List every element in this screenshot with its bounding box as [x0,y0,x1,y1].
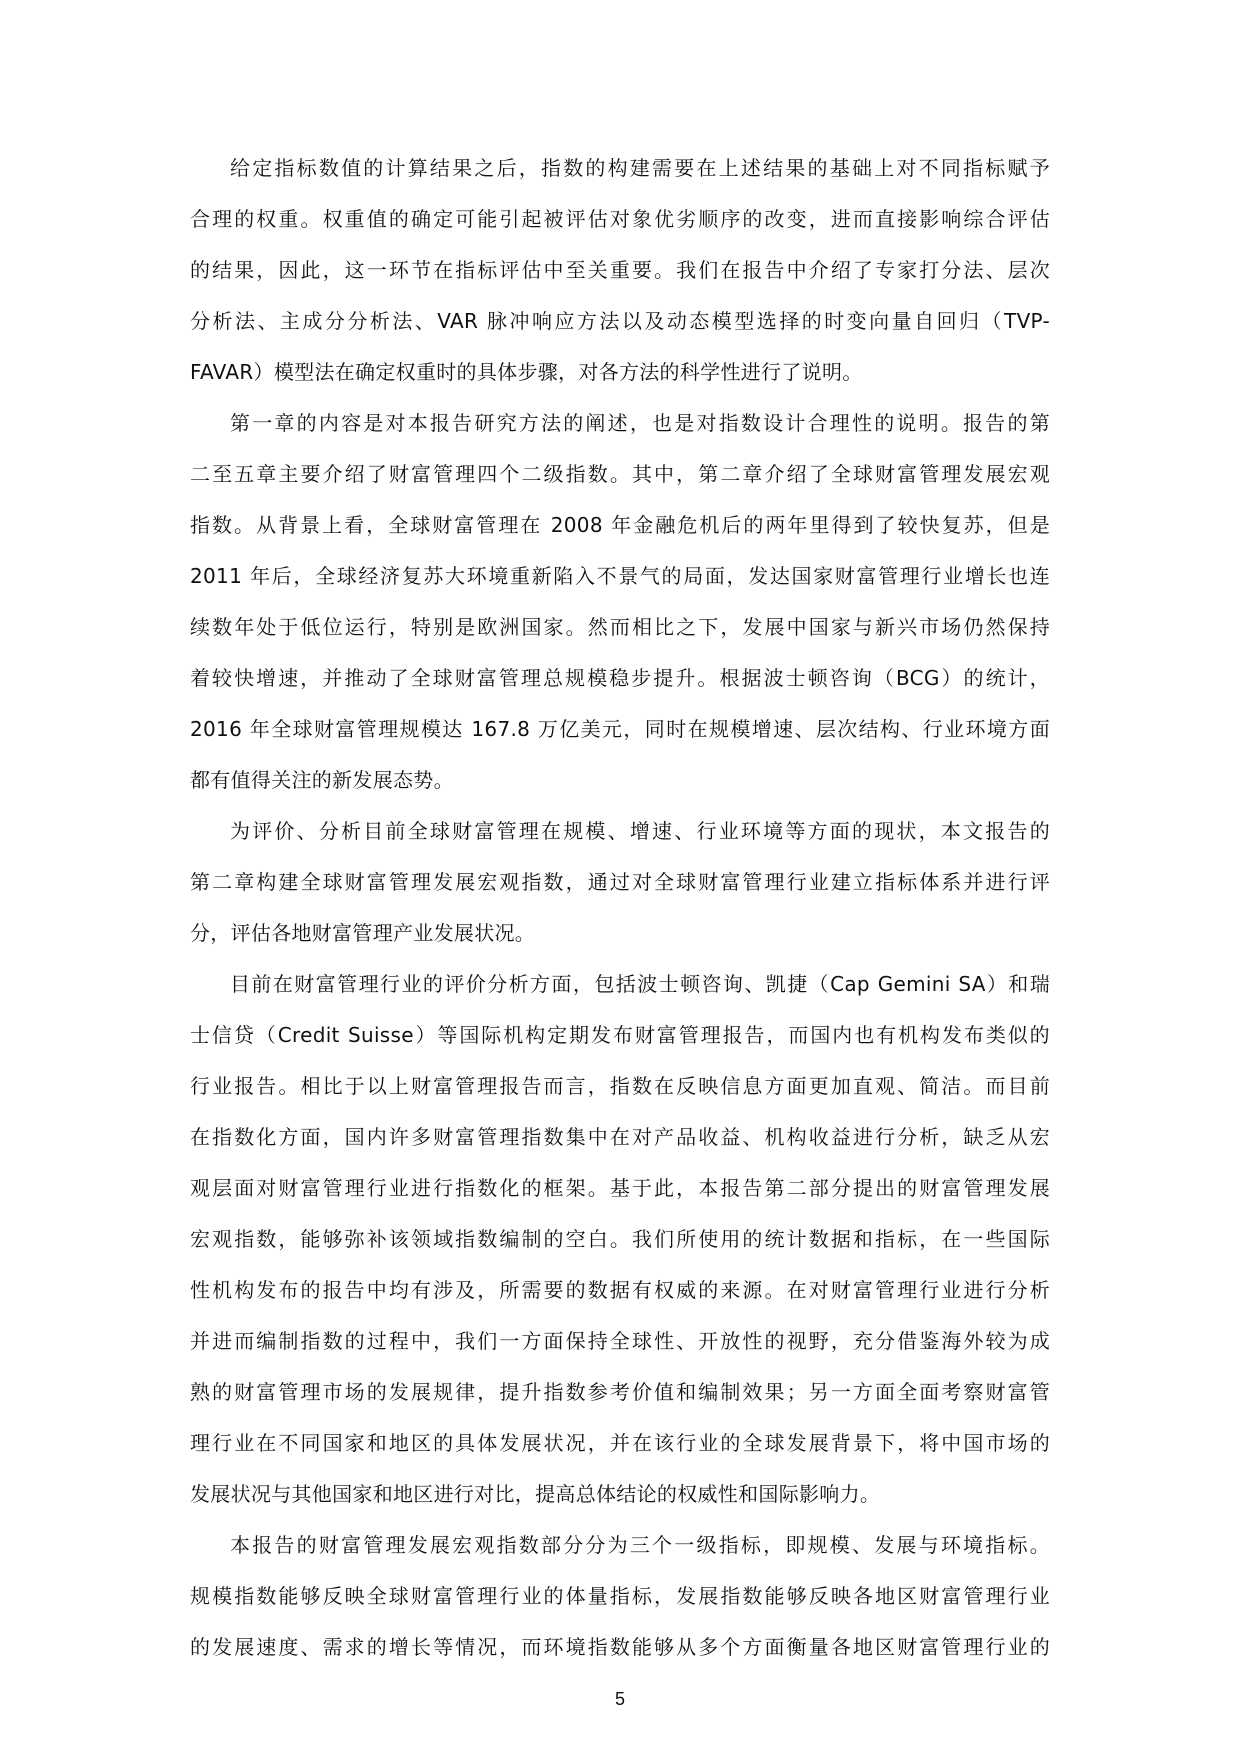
text-line: 本报告的财富管理发展宏观指数部分分为三个一级指标，即规模、发展与环境指标。 [230,1533,1050,1557]
text-line: 2011 年后，全球经济复苏大环境重新陷入不景气的局面，发达国家财富管理行业增长也连 [190,564,1050,588]
text-line: 指数。从背景上看，全球财富管理在 2008 年金融危机后的两年里得到了较快复苏，但是 [190,513,1050,537]
paragraph-3 [190,806,1050,959]
text-line: 续数年处于低位运行，特别是欧洲国家。然而相比之下，发展中国家与新兴市场仍然保持 [190,615,1050,639]
text-line: FAVAR）模型法在确定权重时的具体步骤，对各方法的科学性进行了说明。 [190,360,863,384]
text-line: 给定指标数值的计算结果之后，指数的构建需要在上述结果的基础上对不同指标赋予 [230,156,1050,180]
text-line: 着较快增速，并推动了全球财富管理总规模稳步提升。根据波士顿咨询（BCG）的统计， [190,666,1050,690]
text-line: 分，评估各地财富管理产业发展状况。 [190,921,536,945]
text-line: 性机构发布的报告中均有涉及，所需要的数据有权威的来源。在对财富管理行业进行分析 [190,1278,1050,1302]
text-line: 合理的权重。权重值的确定可能引起被评估对象优劣顺序的改变，进而直接影响综合评估 [190,207,1050,231]
text-line: 2016 年全球财富管理规模达 167.8 万亿美元，同时在规模增速、层次结构、行业环境方面 [190,717,1050,741]
text-line: 宏观指数，能够弥补该领域指数编制的空白。我们所使用的统计数据和指标，在一些国际 [190,1227,1050,1251]
text-line: 在指数化方面，国内许多财富管理指数集中在对产品收益、机构收益进行分析，缺乏从宏 [190,1125,1050,1149]
text-line: 为评价、分析目前全球财富管理在规模、增速、行业环境等方面的现状，本文报告的 [230,819,1050,843]
text-line: 规模指数能够反映全球财富管理行业的体量指标，发展指数能够反映各地区财富管理行业 [190,1584,1050,1608]
document-body [190,143,1050,1673]
text-line: 发展状况与其他国家和地区进行对比，提高总体结论的权威性和国际影响力。 [190,1482,881,1506]
text-line: 第二章构建全球财富管理发展宏观指数，通过对全球财富管理行业建立指标体系并进行评 [190,870,1050,894]
text-line: 士信贷（Credit Suisse）等国际机构定期发布财富管理报告，而国内也有机构发布类似的 [190,1023,1050,1047]
paragraph-4 [190,959,1050,1520]
text-line: 行业报告。相比于以上财富管理报告而言，指数在反映信息方面更加直观、简洁。而目前 [190,1074,1050,1098]
page-number: 5 [614,1689,625,1709]
paragraph-5 [190,1520,1050,1673]
text-line: 二至五章主要介绍了财富管理四个二级指数。其中，第二章介绍了全球财富管理发展宏观 [190,462,1050,486]
text-line: 的发展速度、需求的增长等情况，而环境指数能够从多个方面衡量各地区财富管理行业的 [190,1635,1050,1659]
text-line: 分析法、主成分分析法、VAR 脉冲响应方法以及动态模型选择的时变向量自回归（TVP- [190,309,1050,333]
text-line: 的结果，因此，这一环节在指标评估中至关重要。我们在报告中介绍了专家打分法、层次 [190,258,1050,282]
text-line: 都有值得关注的新发展态势。 [190,768,454,792]
paragraph-2 [190,398,1050,806]
text-line: 第一章的内容是对本报告研究方法的阐述，也是对指数设计合理性的说明。报告的第 [230,411,1050,435]
text-line: 目前在财富管理行业的评价分析方面，包括波士顿咨询、凯捷（Cap Gemini SA）和瑞 [230,972,1050,996]
text-line: 观层面对财富管理行业进行指数化的框架。基于此，本报告第二部分提出的财富管理发展 [190,1176,1050,1200]
text-line: 并进而编制指数的过程中，我们一方面保持全球性、开放性的视野，充分借鉴海外较为成 [190,1329,1050,1353]
text-line: 理行业在不同国家和地区的具体发展状况，并在该行业的全球发展背景下，将中国市场的 [190,1431,1050,1455]
paragraph-1 [190,143,1050,398]
text-line: 熟的财富管理市场的发展规律，提升指数参考价值和编制效果；另一方面全面考察财富管 [190,1380,1050,1404]
